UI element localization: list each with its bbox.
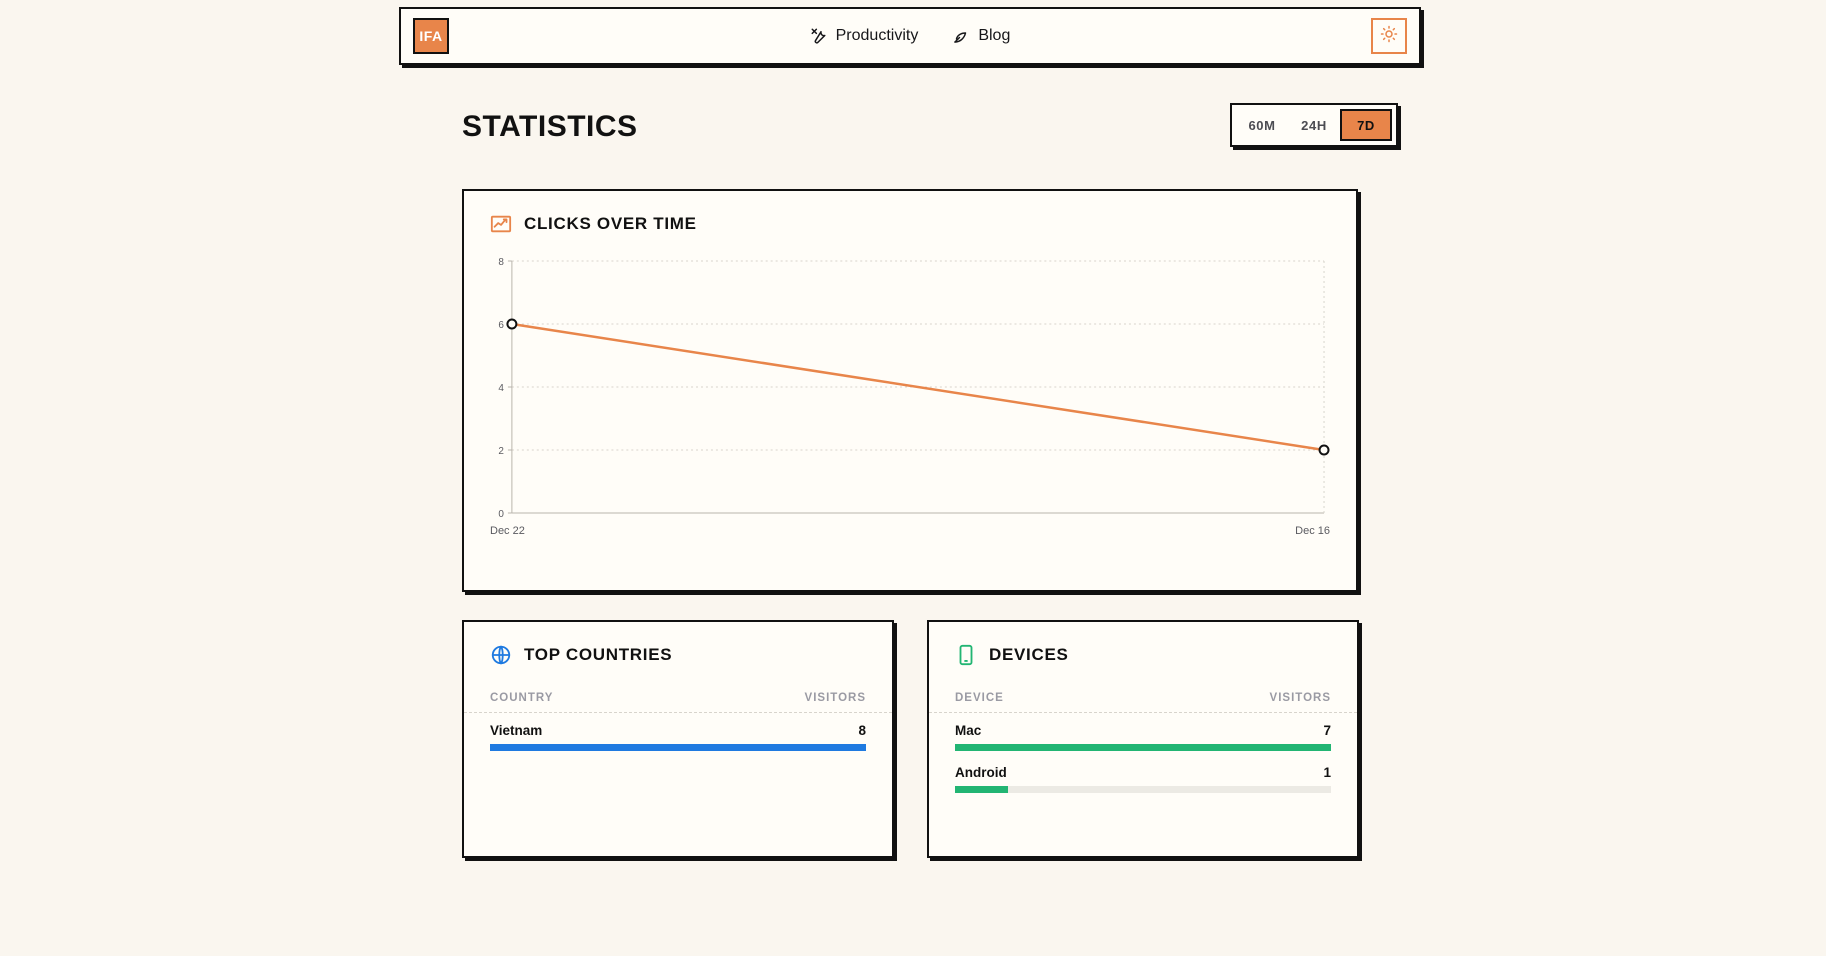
device-name: Android xyxy=(955,765,1007,780)
list-item xyxy=(955,765,1331,793)
countries-card-title: TOP COUNTRIES xyxy=(524,645,673,664)
range-button-60m[interactable]: 60M xyxy=(1236,109,1288,141)
clicks-card-header xyxy=(464,191,1356,235)
clicks-over-time-card xyxy=(462,189,1358,592)
blog-feather-icon xyxy=(952,27,970,45)
device-row-label xyxy=(955,723,1331,738)
devices-list xyxy=(929,713,1357,793)
top-navbar xyxy=(399,7,1421,65)
chart-point-1 xyxy=(1320,446,1329,455)
country-bar-fill xyxy=(490,744,866,751)
range-button-7d[interactable]: 7D xyxy=(1340,109,1392,141)
theme-toggle-button[interactable] xyxy=(1371,18,1407,54)
device-visitors: 1 xyxy=(1323,765,1331,780)
chart-x-label-first: Dec 22 xyxy=(490,525,525,537)
chart-point-0 xyxy=(507,320,516,329)
devices-card xyxy=(927,620,1359,858)
device-bar-track xyxy=(955,744,1331,751)
svg-text:8: 8 xyxy=(498,257,504,269)
chart-gridlines xyxy=(512,261,1324,450)
list-item xyxy=(955,723,1331,751)
globe-icon xyxy=(490,644,512,666)
device-bar-track xyxy=(955,786,1331,793)
devices-col-visitors: VISITORS xyxy=(1269,692,1331,704)
country-row-label xyxy=(490,723,866,738)
page-title: STATISTICS xyxy=(462,110,638,143)
clicks-card-title: CLICKS OVER TIME xyxy=(524,214,697,233)
brand-logo-text: IFA xyxy=(419,28,443,44)
sun-icon xyxy=(1380,25,1398,48)
nav-links xyxy=(449,27,1371,45)
top-countries-card xyxy=(462,620,894,858)
nav-link-productivity[interactable] xyxy=(810,27,919,45)
chart-y-ticks xyxy=(508,261,512,513)
countries-card-header xyxy=(464,622,892,666)
devices-card-title: DEVICES xyxy=(989,645,1069,664)
device-name: Mac xyxy=(955,723,982,738)
countries-col-country: COUNTRY xyxy=(490,692,554,704)
devices-col-device: DEVICE xyxy=(955,692,1004,704)
countries-list xyxy=(464,713,892,751)
country-visitors: 8 xyxy=(858,723,866,738)
devices-table-header xyxy=(929,666,1357,713)
countries-col-visitors: VISITORS xyxy=(804,692,866,704)
countries-table-header xyxy=(464,666,892,713)
svg-text:0: 0 xyxy=(498,508,504,521)
chart-x-labels xyxy=(490,525,1330,537)
svg-text:2: 2 xyxy=(498,445,504,458)
nav-link-blog[interactable] xyxy=(952,27,1010,45)
chart-series-line xyxy=(512,324,1324,450)
nav-link-productivity-label: Productivity xyxy=(835,27,919,44)
country-bar-track xyxy=(490,744,866,751)
mobile-phone-icon xyxy=(955,644,977,666)
brand-logo[interactable] xyxy=(413,18,449,54)
svg-text:6: 6 xyxy=(498,319,504,332)
list-item xyxy=(490,723,866,751)
country-name: Vietnam xyxy=(490,723,543,738)
svg-text:4: 4 xyxy=(498,382,504,395)
chart-y-labels xyxy=(498,257,504,520)
line-chart-icon xyxy=(490,213,512,235)
device-bar-fill xyxy=(955,744,1331,751)
chart-x-label-last: Dec 16 xyxy=(1295,525,1330,537)
clicks-chart xyxy=(490,257,1330,547)
nav-link-blog-label: Blog xyxy=(978,27,1011,44)
clicks-chart-svg xyxy=(490,257,1330,542)
device-bar-fill xyxy=(955,786,1008,793)
range-button-24h[interactable]: 24H xyxy=(1288,109,1340,141)
time-range-switch xyxy=(1230,103,1398,147)
device-row-label xyxy=(955,765,1331,780)
device-visitors: 7 xyxy=(1323,723,1331,738)
tools-icon xyxy=(810,27,828,45)
devices-card-header xyxy=(929,622,1357,666)
